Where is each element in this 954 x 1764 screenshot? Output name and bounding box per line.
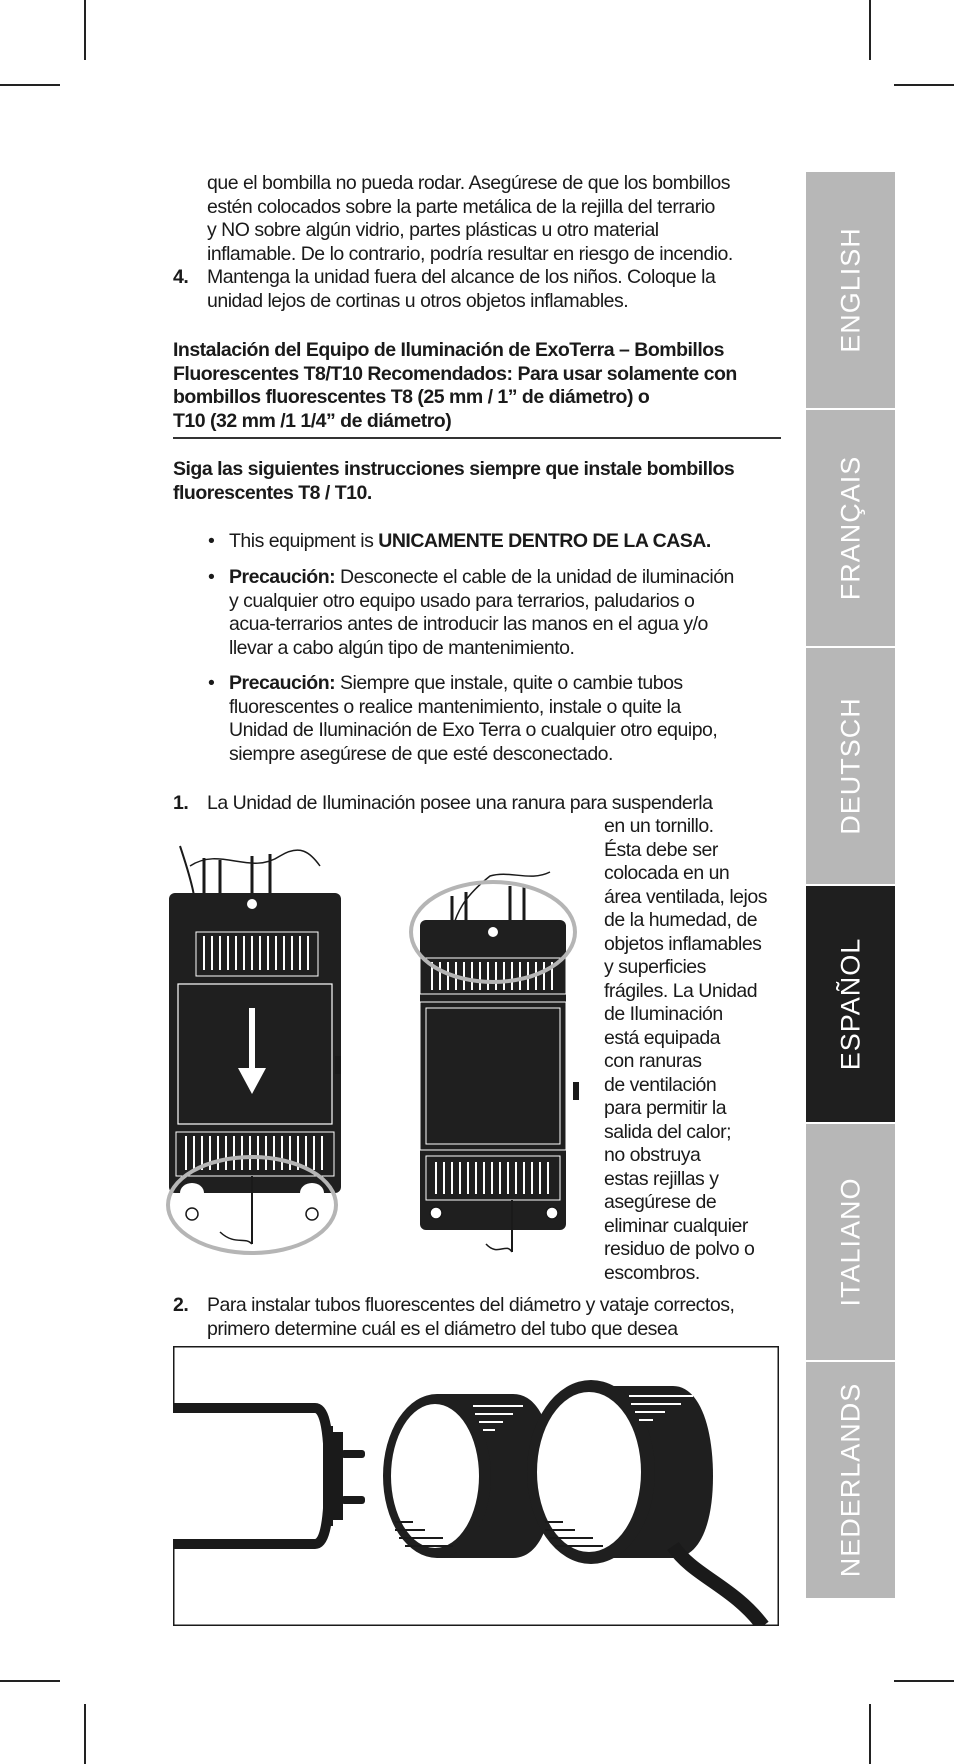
text-line: área ventilada, lejos [604,885,767,908]
lighting-unit-back-illustration [400,862,590,1262]
text-line: de la humedad, de [604,909,758,931]
tab-label: DEUTSCH [835,697,865,835]
bullet-bold-text: UNICAMENTE DENTRO DE LA CASA. [378,530,711,552]
crop-mark [894,1680,954,1682]
bullet-marker: • [208,530,215,552]
crop-mark [84,1704,86,1764]
language-tabs [806,172,895,1600]
text-line: Unidad de Iluminación de Exo Terra o cualquier otro equipo, [229,719,718,741]
tab-nederlands[interactable] [806,1362,895,1600]
text-line: y NO sobre algún vidrio, partes plásticas u otro material [207,219,659,241]
text-line: objetos inflamables [604,932,762,955]
text-line: con ranuras [604,1050,702,1072]
bullet-item [229,566,734,660]
bullet-bold-label: Precaución: [229,566,336,588]
text-line: fluorescentes T8 / T10. [173,481,372,504]
tab-label: FRANÇAIS [835,455,865,601]
text-line: estas rejillas y [604,1167,719,1190]
text-line: de ventilación [604,1073,717,1096]
text-line: eliminar cualquier [604,1214,748,1237]
text-line: Fluorescentes T8/T10 Recomendados: Para usar solamente con [173,362,737,385]
bullet-bold-label: Precaución: [229,672,336,694]
intro-paragraph [207,172,733,266]
tab-francais[interactable] [806,410,895,648]
text-line: estén colocados sobre la parte metálica de la rejilla del terrario [207,195,715,218]
crop-mark [84,0,86,60]
text-line: llevar a cabo algún tipo de mantenimiento. [229,636,575,659]
text-line: salida del calor; [604,1120,731,1143]
step-number: 2. [173,1294,189,1316]
tab-label: ITALIANO [835,1177,865,1307]
text-line: Ésta debe ser [604,838,718,861]
text-line: inflamable. De lo contrario, podría resultar en riesgo de incendio. [207,242,733,265]
text-line: bombillos fluorescentes T8 (25 mm / 1” de diámetro) o [173,386,650,408]
text-line: T10 (32 mm /1 1/4” de diámetro) [173,409,452,432]
item-number: 4. [173,266,189,288]
text-line: de Iluminación [604,1003,723,1025]
text-line: no obstruya [604,1144,701,1166]
tab-english[interactable] [806,172,895,410]
text-line: primero determine cuál es el diámetro del tubo que desea [207,1317,678,1340]
text-line: frágiles. La Unidad [604,979,758,1002]
text-line: fluorescentes o realice mantenimiento, instale o quite la [229,695,681,718]
text-line: acua-terrarios antes de introducir las manos en el agua y/o [229,613,708,635]
text-line: y superficies [604,956,706,978]
text-line: unidad lejos de cortinas u otros objetos inflamables. [207,289,629,312]
item-4-text [207,266,715,313]
tab-italiano[interactable] [806,1124,895,1362]
text-line: Mantenga la unidad fuera del alcance de los niños. Coloque la [207,266,716,288]
crop-mark [869,1704,871,1764]
tab-espanol[interactable] [806,886,895,1124]
text-line: asegúrese de [604,1191,717,1213]
lighting-unit-illustration [160,836,360,1260]
subheading [173,458,734,505]
step-1-side-text [604,815,767,1285]
text-line: para permitir la [604,1097,727,1119]
text-line: colocada en un [604,862,730,884]
text-line: escombros. [604,1261,700,1284]
tab-label: ENGLISH [835,227,865,353]
step-2-text [207,1294,734,1341]
text-line: Para instalar tubos fluorescentes del diámetro y vataje correctos, [207,1294,735,1316]
tab-deutsch[interactable] [806,648,895,886]
text-line: residuo de polvo o [604,1238,755,1260]
step-number: 1. [173,792,189,814]
text-line: Instalación del Equipo de Iluminación de ExoTerra – Bombillos [173,339,724,361]
text-line: en un tornillo. [604,815,714,837]
bullet-text: This equipment is [229,530,379,552]
text-line: que el bombilla no pueda rodar. Asegúrese de que los bombillos [207,172,730,194]
crop-mark [894,84,954,86]
crop-mark [0,1680,60,1682]
text-line: siempre asegúrese de que esté desconectado. [229,742,613,765]
heading-rule [173,437,781,439]
crop-mark [0,84,60,86]
bullet-marker: • [208,566,215,588]
tab-label: ESPAÑOL [835,937,865,1071]
bullet-item [229,672,717,766]
section-heading [173,339,737,433]
text-line: está equipada [604,1026,721,1049]
crop-mark [869,0,871,60]
text-line: Desconecte el cable de la unidad de iluminación [335,566,734,588]
text-line: y cualquier otro equipo usado para terrarios, paludarios o [229,589,695,612]
text-line: Siempre que instale, quite o cambie tubos [335,672,683,694]
fluorescent-tube-illustration [173,1346,779,1626]
tab-label: NEDERLANDS [835,1382,865,1578]
bullet-item [229,530,711,554]
bullet-marker: • [208,672,215,694]
text-line: Siga las siguientes instrucciones siempre que instale bombillos [173,458,735,480]
step-1-first-line: La Unidad de Iluminación posee una ranura para suspenderla [207,792,713,814]
